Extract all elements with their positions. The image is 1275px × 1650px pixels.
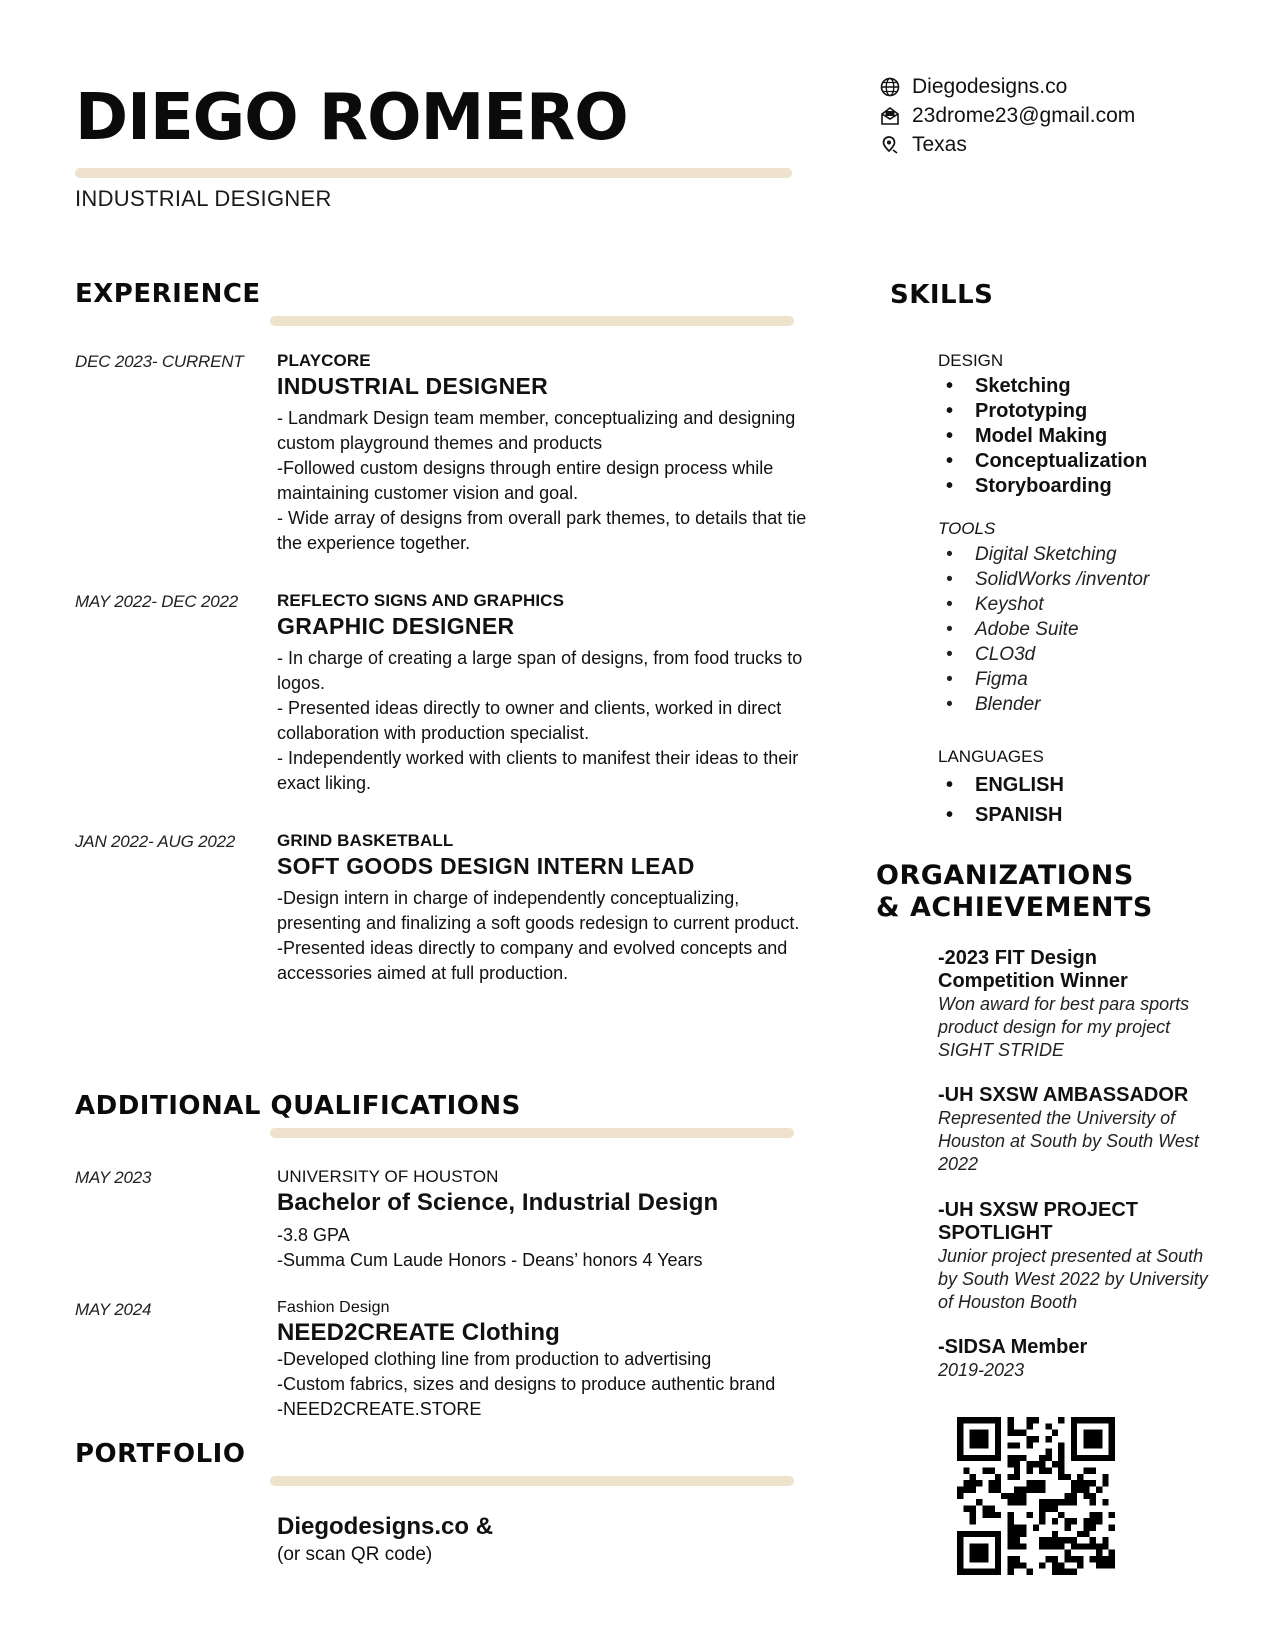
language-item: • SPANISH — [938, 800, 1228, 830]
job-role: INDUSTRIAL DESIGNER — [75, 186, 332, 211]
tool-item: • Blender — [938, 692, 1228, 717]
tool-item: • SolidWorks /inventor — [938, 567, 1228, 592]
tool-item: • Digital Sketching — [938, 542, 1228, 567]
achievements-heading-line1: ORGANIZATIONS — [876, 860, 1134, 891]
job-bullet: -Followed custom designs through entire design process while maintaining customer vision and goal. — [277, 458, 774, 503]
job-entry — [277, 591, 807, 796]
achievement-title: -SIDSA Member — [938, 1336, 1088, 1358]
job-company: REFLECTO SIGNS AND GRAPHICS — [277, 591, 565, 610]
job-bullet: -Design intern in charge of independently conceptualizing, presenting and finalizing a soft goods redesign to current product. — [277, 888, 800, 933]
job-date: MAY 2022- DEC 2022 — [75, 592, 239, 611]
achievement-description: Won award for best para sports product design for my project SIGHT STRIDE — [938, 994, 1190, 1060]
language-item: • ENGLISH — [938, 770, 1228, 800]
skill-item: • Conceptualization — [938, 449, 1228, 474]
job-bullet: - Presented ideas directly to owner and clients, worked in direct collaboration with production specialist. — [277, 698, 782, 743]
job-bullet: -Presented ideas directly to company and evolved concepts and accessories aimed at full production. — [277, 938, 788, 983]
location-pin-icon — [880, 135, 900, 155]
portfolio-note: (or scan QR code) — [277, 1544, 433, 1565]
qualification-description — [277, 1223, 807, 1273]
tool-item: • Figma — [938, 667, 1228, 692]
skill-item: • Model Making — [938, 424, 1228, 449]
job-entry — [277, 831, 807, 986]
skills-category-design: DESIGN — [938, 351, 1004, 370]
languages-list — [938, 770, 1228, 830]
job-bullet: - Independently worked with clients to manifest their ideas to their exact liking. — [277, 748, 799, 793]
job-bullet: - Wide array of designs from overall park themes, to details that tie the experience together. — [277, 508, 807, 553]
experience-underline — [270, 316, 794, 326]
achievements-heading-line2: & ACHIEVEMENTS — [876, 892, 1153, 923]
contact-email-text: 23drome23@gmail.com — [912, 104, 1136, 127]
contact-website-text: Diegodesigns.co — [912, 75, 1068, 98]
tool-item: • Adobe Suite — [938, 617, 1228, 642]
job-bullet: - In charge of creating a large span of designs, from food trucks to logos. — [277, 648, 803, 693]
contact-email[interactable] — [880, 101, 1135, 130]
qualification-description — [277, 1347, 807, 1422]
design-skills-list — [938, 374, 1228, 499]
achievement-item — [938, 1336, 1208, 1382]
qualifications-heading: ADDITIONAL QUALIFICATIONS — [75, 1091, 521, 1121]
tool-item: • Keyshot — [938, 592, 1228, 617]
qualification-line: -NEED2CREATE.STORE — [277, 1399, 482, 1419]
job-title: SOFT GOODS DESIGN INTERN LEAD — [277, 853, 695, 879]
job-title: GRAPHIC DESIGNER — [277, 613, 515, 639]
portfolio-link[interactable]: Diegodesigns.co & — [277, 1513, 494, 1540]
qualification-title: Bachelor of Science, Industrial Design — [277, 1189, 719, 1216]
qualification-org: Fashion Design — [277, 1299, 390, 1316]
skills-category-tools: TOOLS — [938, 519, 996, 538]
candidate-name: DIEGO ROMERO — [75, 81, 628, 155]
tool-item: • CLO3d — [938, 642, 1228, 667]
achievement-description: Represented the University of Houston at South by South West 2022 — [938, 1108, 1199, 1174]
achievement-item — [938, 1084, 1208, 1176]
qualification-entry — [277, 1167, 807, 1273]
achievement-description: Junior project presented at South by South West 2022 by University of Houston Booth — [938, 1246, 1208, 1312]
job-entry — [277, 351, 807, 556]
portfolio-underline — [270, 1476, 794, 1486]
qualification-line: -3.8 GPA — [277, 1225, 350, 1245]
achievements-heading — [876, 860, 1153, 924]
job-description — [277, 406, 807, 556]
job-company: PLAYCORE — [277, 351, 371, 370]
job-company: GRIND BASKETBALL — [277, 831, 454, 850]
qualification-entry — [277, 1299, 807, 1422]
job-description — [277, 646, 807, 796]
contact-website[interactable] — [880, 72, 1135, 101]
qualification-date: MAY 2024 — [75, 1300, 152, 1319]
job-date: JAN 2022- AUG 2022 — [75, 832, 236, 851]
qualification-date: MAY 2023 — [75, 1168, 152, 1187]
achievement-title: -2023 FIT Design Competition Winner — [938, 947, 1128, 992]
contact-location — [880, 130, 1135, 159]
experience-heading: EXPERIENCE — [75, 279, 261, 309]
portfolio-heading: PORTFOLIO — [75, 1439, 246, 1469]
job-date: DEC 2023- CURRENT — [75, 352, 244, 371]
contact-location-text: Texas — [912, 133, 967, 156]
achievement-item — [938, 1199, 1208, 1314]
skill-item: • Prototyping — [938, 399, 1228, 424]
skills-heading: SKILLS — [890, 280, 994, 310]
tools-list — [938, 542, 1228, 717]
contact-info — [880, 72, 1135, 159]
qualifications-underline — [270, 1128, 794, 1138]
name-underline — [75, 168, 792, 178]
qr-code-icon[interactable] — [957, 1417, 1115, 1575]
qualification-title: NEED2CREATE Clothing — [277, 1319, 560, 1346]
skill-item: • Sketching — [938, 374, 1228, 399]
qualification-line: -Summa Cum Laude Honors - Deans’ honors 4 Years — [277, 1250, 703, 1270]
achievement-description: 2019-2023 — [938, 1360, 1025, 1380]
job-title: INDUSTRIAL DESIGNER — [277, 373, 549, 399]
globe-icon — [880, 77, 900, 97]
achievement-title: -UH SXSW AMBASSADOR — [938, 1084, 1189, 1106]
job-description — [277, 886, 807, 986]
skills-category-languages: LANGUAGES — [938, 747, 1044, 766]
skills-section — [938, 351, 1228, 830]
job-bullet: - Landmark Design team member, conceptualizing and designing custom playground themes and products — [277, 408, 796, 453]
qualification-line: -Developed clothing line from production to advertising — [277, 1349, 712, 1369]
qualification-org: UNIVERSITY OF HOUSTON — [277, 1167, 499, 1186]
achievement-title: -UH SXSW PROJECT SPOTLIGHT — [938, 1199, 1139, 1244]
skill-item: • Storyboarding — [938, 474, 1228, 499]
achievement-item — [938, 947, 1208, 1062]
email-icon — [880, 106, 900, 126]
qualification-line: -Custom fabrics, sizes and designs to produce authentic brand — [277, 1374, 776, 1394]
